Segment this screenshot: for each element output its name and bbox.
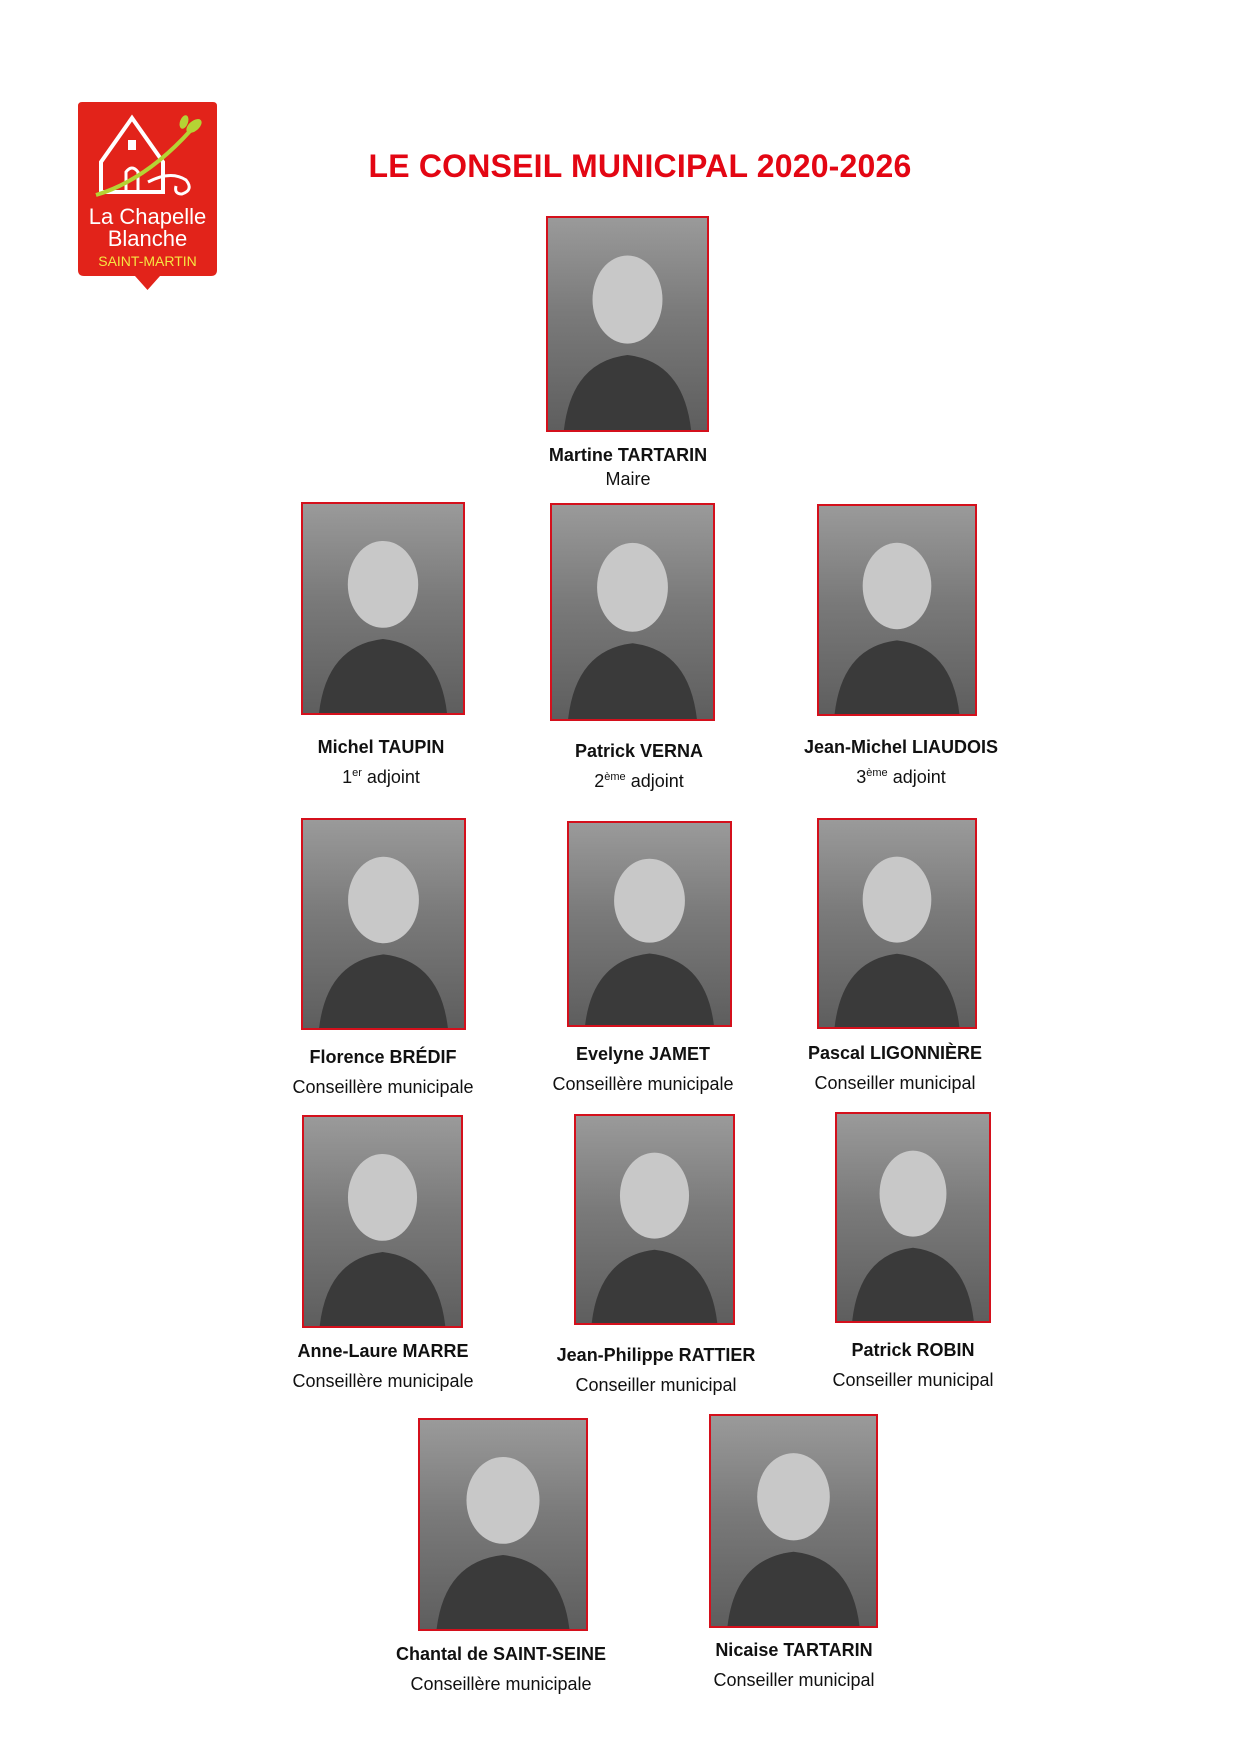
logo-line3: SAINT-MARTIN — [98, 253, 197, 269]
portrait-photo — [835, 1112, 991, 1323]
member-name: Evelyne JAMET — [575, 1044, 711, 1064]
logo-line2: Blanche — [107, 226, 188, 251]
portrait-photo — [709, 1414, 878, 1628]
portrait-photo — [546, 216, 709, 432]
member-role: Conseiller municipal — [575, 1375, 737, 1395]
member-role: Conseiller municipal — [814, 1073, 976, 1093]
member-role: Conseillère municipale — [552, 1074, 734, 1094]
member-name: Jean-Philippe RATTIER — [556, 1345, 756, 1365]
member-role: 3ème adjoint — [856, 767, 946, 787]
portrait-photo — [574, 1114, 735, 1325]
member-name: Nicaise TARTARIN — [715, 1640, 873, 1660]
logo-line1: La Chapelle — [88, 204, 207, 229]
member-name: Martine TARTARIN — [548, 445, 708, 465]
member-name: Florence BRÉDIF — [309, 1047, 457, 1067]
member-role: 2ème adjoint — [594, 771, 684, 791]
member-name: Anne-Laure MARRE — [297, 1341, 469, 1361]
municipality-logo — [76, 100, 219, 292]
member-name: Michel TAUPIN — [317, 737, 445, 757]
member-role: Conseillère municipale — [292, 1077, 474, 1097]
member-role: Conseiller municipal — [832, 1370, 994, 1390]
page-title: LE CONSEIL MUNICIPAL 2020-2026 — [368, 148, 912, 184]
portrait-photo — [302, 1115, 463, 1328]
portrait-photo — [567, 821, 732, 1027]
portrait-photo — [550, 503, 715, 721]
portrait-photo — [301, 502, 465, 715]
member-name: Chantal de SAINT-SEINE — [395, 1644, 607, 1664]
member-name: Pascal LIGONNIÈRE — [807, 1043, 983, 1063]
member-role: Maire — [605, 469, 651, 489]
member-role: Conseiller municipal — [713, 1670, 875, 1690]
member-name: Jean-Michel LIAUDOIS — [803, 737, 999, 757]
member-role: Conseillère municipale — [410, 1674, 592, 1694]
member-role: Conseillère municipale — [292, 1371, 474, 1391]
portrait-photo — [301, 818, 466, 1030]
portrait-photo — [418, 1418, 588, 1631]
portrait-photo — [817, 504, 977, 716]
member-name: Patrick VERNA — [574, 741, 704, 761]
member-name: Patrick ROBIN — [851, 1340, 975, 1360]
portrait-photo — [817, 818, 977, 1029]
member-role: 1er adjoint — [342, 767, 420, 787]
